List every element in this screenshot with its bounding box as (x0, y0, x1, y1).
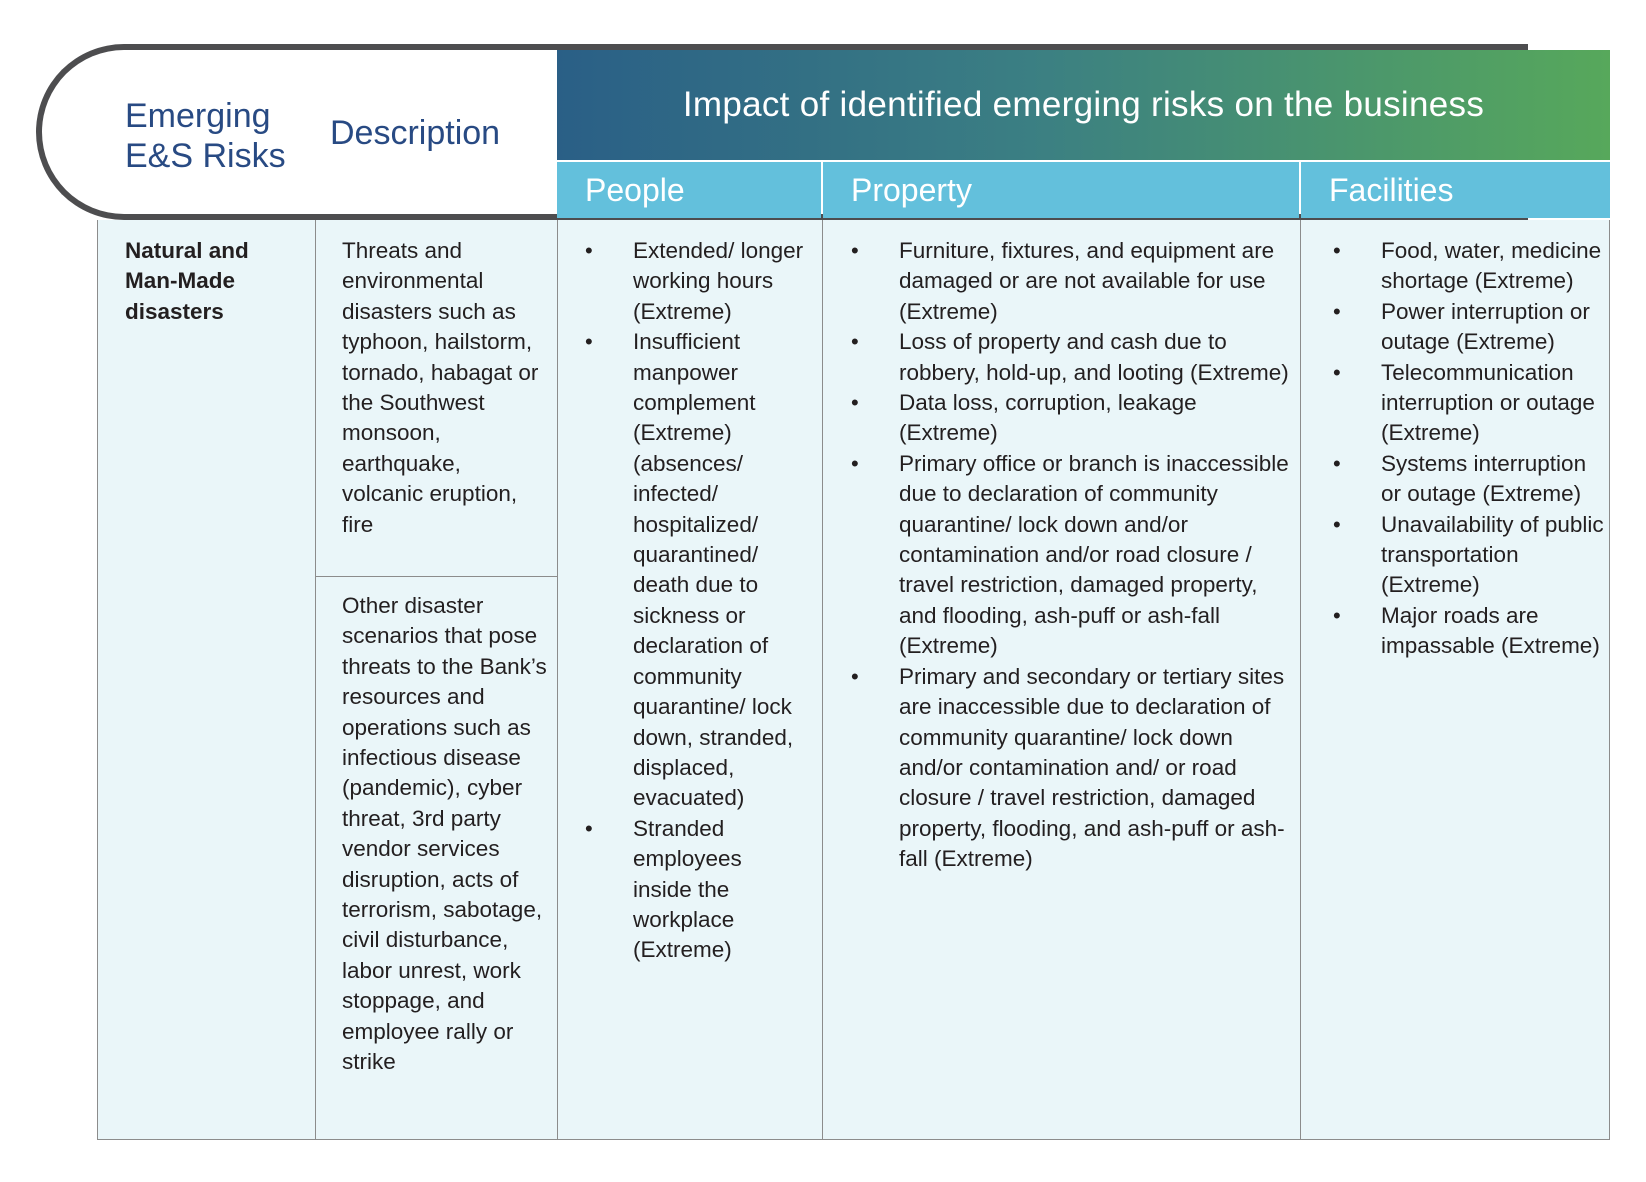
list-item: • Telecommunication interruption or outage (Extreme) (1333, 358, 1611, 449)
property-subheader (823, 162, 1299, 218)
risks-column-title: Emerging E&S Risks (125, 97, 286, 175)
description-column-title: Description (330, 114, 501, 152)
column-divider (315, 220, 316, 1140)
list-item: • Loss of property and cash due to robbery, hold-up, and looting (Extreme) (851, 327, 1291, 388)
column-divider (557, 220, 558, 1140)
people-subheader-label: People (585, 171, 685, 208)
impact-title: Impact of identified emerging risks on the business (682, 85, 1485, 124)
list-item: • Major roads are impassable (Extreme) (1333, 601, 1611, 662)
column-divider (822, 220, 823, 1140)
risk-name: Natural and Man-Made disasters (125, 238, 249, 324)
people-subheader (557, 162, 821, 218)
facilities-impact-list (1333, 236, 1611, 662)
people-impact-list (585, 236, 805, 966)
list-item: • Stranded employees inside the workplace (Extreme) (585, 814, 805, 966)
list-item: • Extended/ longer working hours (Extreme) (585, 236, 805, 327)
list-item: • Primary office or branch is inaccessible due to declaration of community quarantine/ lock down and/or contamination and/or road closure / travel restriction, damaged property, and flooding, ash-puff or ash-fall (Extreme) (851, 449, 1291, 662)
description-cell: Other disaster scenarios that pose threats to the Bank’s resources and operations such as infectious disease (pandemic), cyber threat, 3rd party vendor services disruption, acts of terrorism, sabotage, civil disturbance, labor unrest, work stoppage, and employee rally or strike (342, 593, 547, 1075)
property-subheader-label: Property (851, 171, 972, 208)
list-item: • Power interruption or outage (Extreme) (1333, 297, 1611, 358)
facilities-subheader (1301, 162, 1610, 218)
list-item: • Data loss, corruption, leakage (Extreme) (851, 388, 1291, 449)
list-item: • Food, water, medicine shortage (Extreme) (1333, 236, 1611, 297)
impact-header-band (557, 50, 1610, 160)
list-item: • Primary and secondary or tertiary sites are inaccessible due to declaration of community quarantine/ lock down and/or contamination and/ or road closure / travel restriction, damaged property, flooding, and ash-puff or ash-fall (Extreme) (851, 662, 1291, 875)
description-divider (315, 576, 558, 577)
facilities-subheader-label: Facilities (1329, 171, 1454, 208)
property-impact-list (851, 236, 1291, 875)
column-divider (1300, 220, 1301, 1140)
list-item: • Furniture, fixtures, and equipment are damaged or are not available for use (Extreme) (851, 236, 1291, 327)
list-item: • Systems interruption or outage (Extreme) (1333, 449, 1611, 510)
list-item: • Unavailability of public transportation (Extreme) (1333, 510, 1611, 601)
list-item: • Insufficient manpower complement (Extreme) (absences/ infected/ hospitalized/ quarantined/ death due to sickness or declaration of community quarantine/ lock down, stranded, displaced, evacuated) (585, 327, 805, 814)
description-cell: Threats and environmental disasters such as typhoon, hailstorm, tornado, habagat or the Southwest monsoon, earthquake, volcanic eruption, fire (342, 238, 539, 537)
